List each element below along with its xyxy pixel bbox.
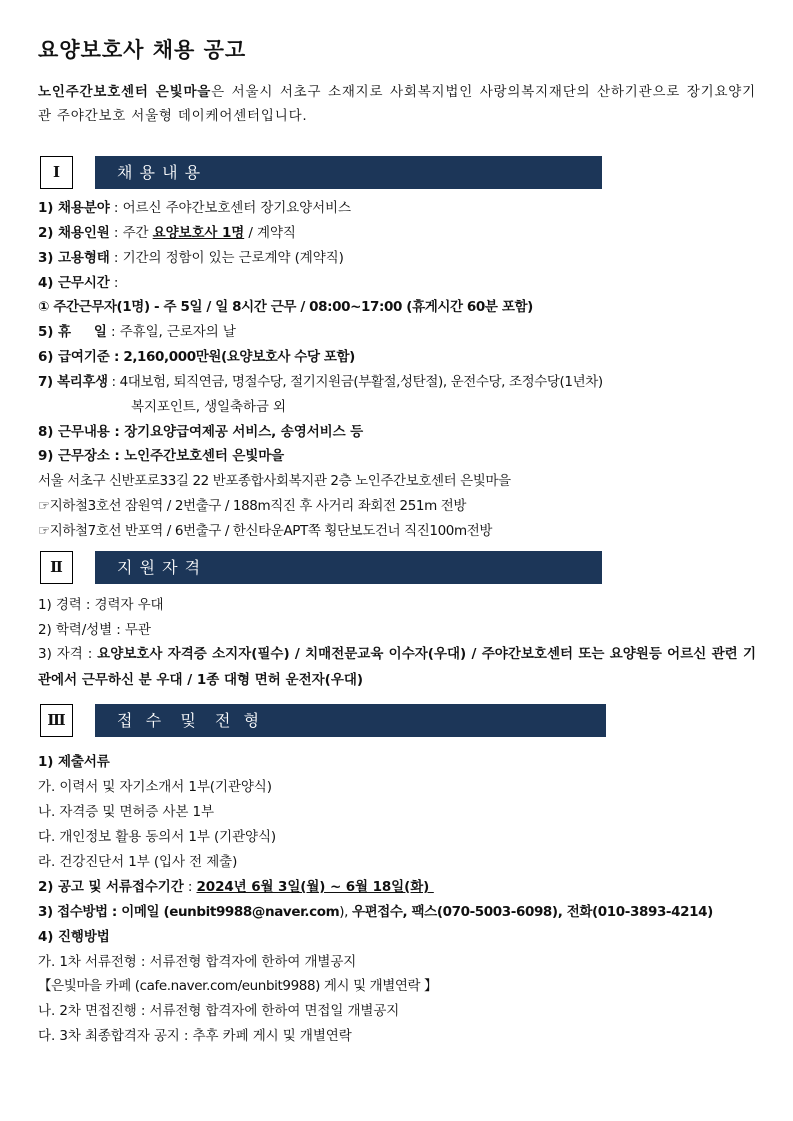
doc-item: 가. 이력서 및 자기소개서 1부(기관양식) [38, 779, 272, 795]
step-item: 가. 1차 서류전형 : 서류전형 합격자에 한하여 개별공지 [38, 954, 357, 970]
section-title: 지 원 자 격 [95, 551, 602, 584]
holiday-value: : 주휴일, 근로자의 날 [106, 324, 236, 340]
method-rest: 우편접수, 팩스(070-5003-6098), 전화(010-3893-4214) [351, 904, 713, 920]
section-number: Ⅱ [40, 551, 73, 584]
welfare-line [38, 372, 603, 392]
duties-value: : 장기요양급여제공 서비스, 송영서비스 등 [109, 424, 364, 440]
hire-line [38, 223, 296, 243]
method-label: 3) 접수방법 : 이메일 (eunbit9988@naver.com [38, 904, 340, 920]
place-line [38, 446, 284, 466]
doc-item: 나. 자격증 및 면허증 사본 1부 [38, 804, 214, 820]
qual-certificate [38, 641, 756, 693]
docs-label: 1) 제출서류 [38, 754, 110, 770]
hire-label: 2) 채용인원 [38, 225, 110, 241]
period-line [38, 877, 434, 897]
type-label: 3) 고용형태 [38, 250, 110, 266]
salary-line [38, 347, 355, 367]
type-value: : 기간의 정함이 있는 근로계약 (계약직) [109, 250, 344, 266]
cert-prefix: 3) 자격 : [38, 646, 98, 662]
page-title: 요양보호사 채용 공고 [38, 38, 247, 62]
welfare-value: : 4대보험, 퇴직연금, 명절수당, 절기지원금(부활절,성탄절), 운전수당, 조정수당(1년차) [107, 374, 603, 390]
hire-value: 요양보호사 1명 [152, 225, 245, 241]
hire-pre: : 주간 [109, 225, 153, 241]
duties-line [38, 422, 363, 442]
step-item: 다. 3차 최종합격자 공지 : 추후 카페 게시 및 개별연락 [38, 1028, 352, 1044]
address-line: 서울 서초구 신반포로33길 22 반포종합사회복지관 2층 노인주간보호센터 은빛마을 [38, 473, 511, 489]
step-item: 나. 2차 면접진행 : 서류전형 합격자에 한하여 면접일 개별공지 [38, 1003, 400, 1019]
steps-label: 4) 진행방법 [38, 929, 110, 945]
subway-line-1: ☞지하철3호선 잠원역 / 2번출구 / 188m직진 후 사거리 좌회전 251m 전방 [38, 498, 467, 514]
place-value: : 노인주간보호센터 은빛마을 [109, 448, 285, 464]
doc-item: 라. 건강진단서 1부 (입사 전 제출) [38, 854, 238, 870]
hours-value: : [109, 275, 119, 291]
intro-text: 은 서울시 서초구 소재지로 사회복지법인 사랑의복지재단의 산하기관으로 장기요양기관 주야간보호 서울형 데이케어센터입니다. [38, 84, 756, 124]
subway-line-2: ☞지하철7호선 반포역 / 6번출구 / 한신타운APT쪽 횡단보도건너 직진100m전방 [38, 523, 493, 539]
holiday-line [38, 322, 236, 342]
hours-line [38, 273, 118, 293]
period-label: 2) 공고 및 서류접수기간 [38, 879, 184, 895]
hours-detail: ① 주간근무자(1명) - 주 5일 / 일 8시간 근무 / 08:00~17:00 (휴게시간 60분 포함) [38, 299, 533, 315]
holiday-label: 5) 휴 일 [38, 324, 107, 340]
center-name: 노인주간보호센터 은빛마을 [38, 84, 212, 100]
field-line [38, 198, 351, 218]
type-line [38, 248, 344, 268]
cert-text: 요양보호사 자격증 소지자(필수) / 치매전문교육 이수자(우대) / 주야간보호센터 또는 요양원등 어르신 관련 기관에서 근무하신 분 우대 / 1종 대형 면허 운전자(우대) [38, 646, 756, 688]
qual-education: 2) 학력/성별 : 무관 [38, 622, 151, 638]
method-line [38, 902, 713, 922]
place-label: 9) 근무장소 [38, 448, 110, 464]
hire-post: / 계약직 [244, 225, 296, 241]
method-mid: ), [339, 904, 352, 920]
intro-paragraph [38, 80, 756, 128]
section-number: Ⅰ [40, 156, 73, 189]
duties-label: 8) 근무내용 [38, 424, 110, 440]
field-value: : 어르신 주야간보호센터 장기요양서비스 [109, 200, 351, 216]
section-title: 채 용 내 용 [95, 156, 602, 189]
section-number: Ⅲ [40, 704, 73, 737]
salary-label: 6) 급여기준 [38, 349, 110, 365]
field-label: 1) 채용분야 [38, 200, 110, 216]
section-title: 접 수 및 전 형 [95, 704, 606, 737]
salary-value: : 2,160,000만원(요양보호사 수당 포함) [109, 349, 355, 365]
period-sep: : [183, 879, 197, 895]
welfare-label: 7) 복리후생 [38, 374, 108, 390]
period-value: 2024년 6월 3일(월) ~ 6월 18일(화) [196, 879, 434, 895]
hours-label: 4) 근무시간 [38, 275, 110, 291]
qual-career: 1) 경력 : 경력자 우대 [38, 597, 164, 613]
step-note: 【은빛마을 카페 (cafe.naver.com/eunbit9988) 게시 및 개별연락 】 [38, 978, 438, 994]
welfare-line-2: 복지포인트, 생일축하금 외 [131, 399, 286, 415]
doc-item: 다. 개인정보 활용 동의서 1부 (기관양식) [38, 829, 277, 845]
